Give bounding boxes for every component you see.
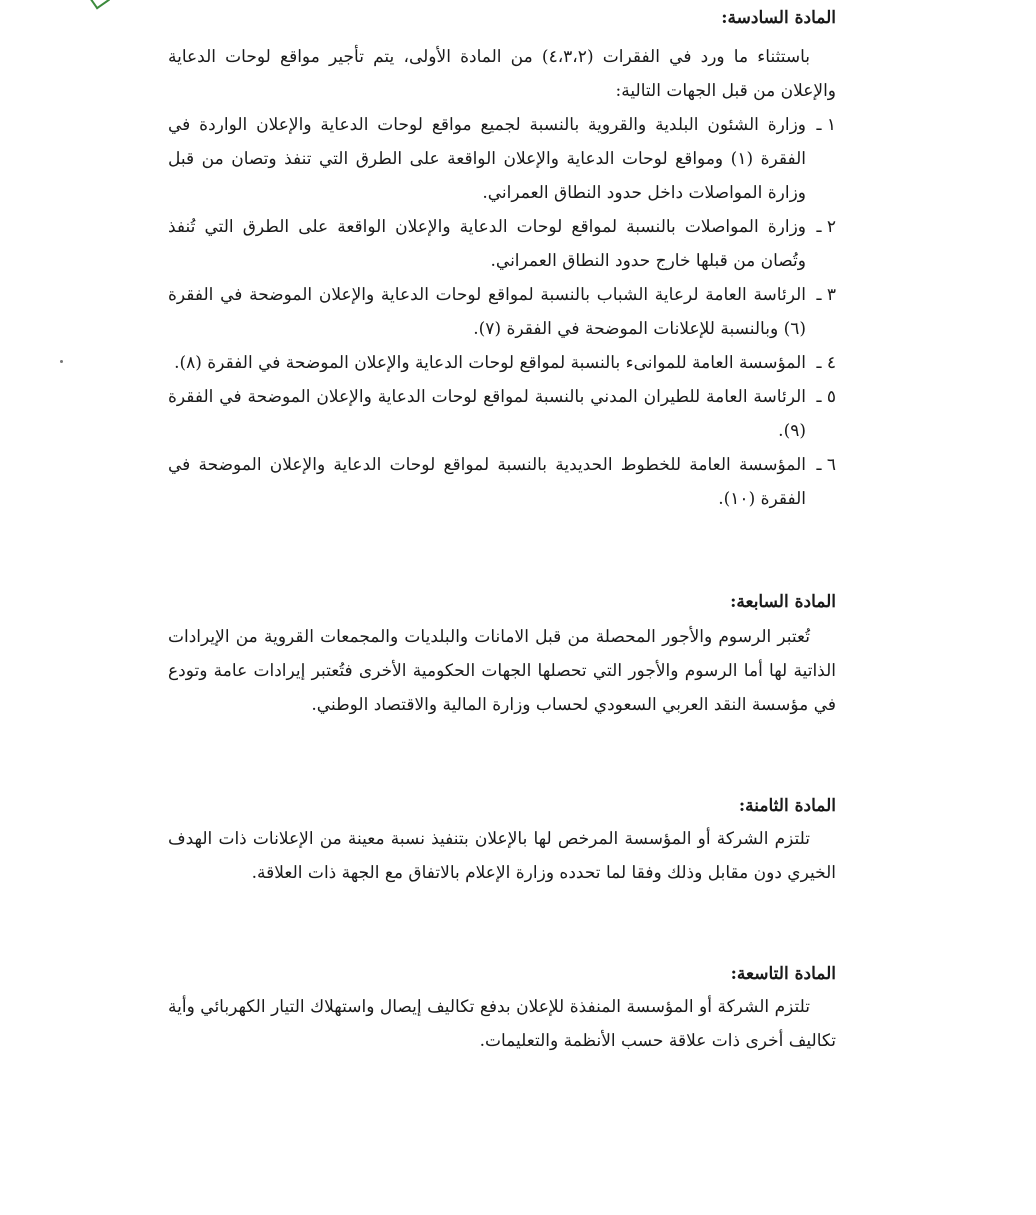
article-6-heading: المادة السادسة: — [721, 8, 836, 28]
list-item-number: ١ ـ — [816, 115, 836, 135]
article-9-heading: المادة التاسعة: — [730, 964, 836, 984]
article-9-body — [168, 990, 836, 1058]
list-item — [168, 448, 836, 516]
list-item-number: ٥ ـ — [816, 387, 836, 407]
list-item — [168, 108, 836, 210]
scan-speck — [60, 360, 63, 363]
article-9-paragraph: تلتزم الشركة أو المؤسسة المنفذة للإعلان بدفع تكاليف إيصال واستهلاك التيار الكهربائي وأية تكاليف أخرى ذات علاقة حسب الأنظمة والتعليمات. — [168, 997, 836, 1051]
list-item — [168, 278, 836, 346]
list-item-number: ٣ ـ — [816, 285, 836, 305]
list-item-number: ٤ ـ — [816, 353, 836, 373]
article-7-body — [168, 620, 836, 722]
list-item-number: ٦ ـ — [816, 455, 836, 475]
list-item — [168, 210, 836, 278]
article-6-body — [168, 40, 836, 516]
list-item-text: الرئاسة العامة للطيران المدني بالنسبة لمواقع لوحات الدعاية والإعلان الموضحة في الفقرة (٩). — [168, 387, 806, 441]
list-item-text: المؤسسة العامة للخطوط الحديدية بالنسبة لمواقع لوحات الدعاية والإعلان الموضحة في الفقرة (١٠). — [168, 455, 806, 509]
list-item-text: المؤسسة العامة للموانىء بالنسبة لمواقع لوحات الدعاية والإعلان الموضحة في الفقرة (٨). — [174, 353, 806, 373]
list-item — [168, 380, 836, 448]
list-item — [168, 346, 836, 380]
list-item-number: ٢ ـ — [816, 217, 836, 237]
article-8-body — [168, 822, 836, 890]
corner-mark — [90, 0, 110, 10]
article-7-paragraph: تُعتبر الرسوم والأجور المحصلة من قبل الامانات والبلديات والمجمعات القروية من الإيرادات الذاتية لها أما الرسوم والأجور التي تحصلها الجهات الحكومية الأخرى فتُعتبر إيرادات عامة وتودع في مؤسسة النقد العربي السعودي لحساب وزارة المالية والاقتصاد الوطني. — [168, 627, 836, 715]
article-8-paragraph: تلتزم الشركة أو المؤسسة المرخص لها بالإعلان بتنفيذ نسبة معينة من الإعلانات ذات الهدف الخيري دون مقابل وذلك وفقا لما تحدده وزارة الإعلام بالاتفاق مع الجهة ذات العلاقة. — [168, 829, 836, 883]
article-8-heading: المادة الثامنة: — [738, 796, 836, 816]
list-item-text: وزارة المواصلات بالنسبة لمواقع لوحات الدعاية والإعلان الواقعة على الطرق التي تُنفذ وتُصان من قبلها خارج حدود النطاق العمراني. — [168, 217, 806, 271]
article-7-heading: المادة السابعة: — [730, 592, 836, 612]
list-item-text: وزارة الشئون البلدية والقروية بالنسبة لجميع مواقع لوحات الدعاية والإعلان الواردة في الفقرة (١) ومواقع لوحات الدعاية والإعلان الواقعة على الطرق التي تنفذ وتصان من قبل وزارة المواصلات داخل حدود النطاق العمراني. — [168, 115, 806, 203]
article-6-intro: باستثناء ما ورد في الفقرات (٤،٣،٢) من المادة الأولى، يتم تأجير مواقع لوحات الدعاية والإعلان من قبل الجهات التالية: — [168, 47, 836, 101]
list-item-text: الرئاسة العامة لرعاية الشباب بالنسبة لمواقع لوحات الدعاية والإعلان الموضحة في الفقرة (٦) وبالنسبة للإعلانات الموضحة في الفقرة (٧). — [168, 285, 806, 339]
